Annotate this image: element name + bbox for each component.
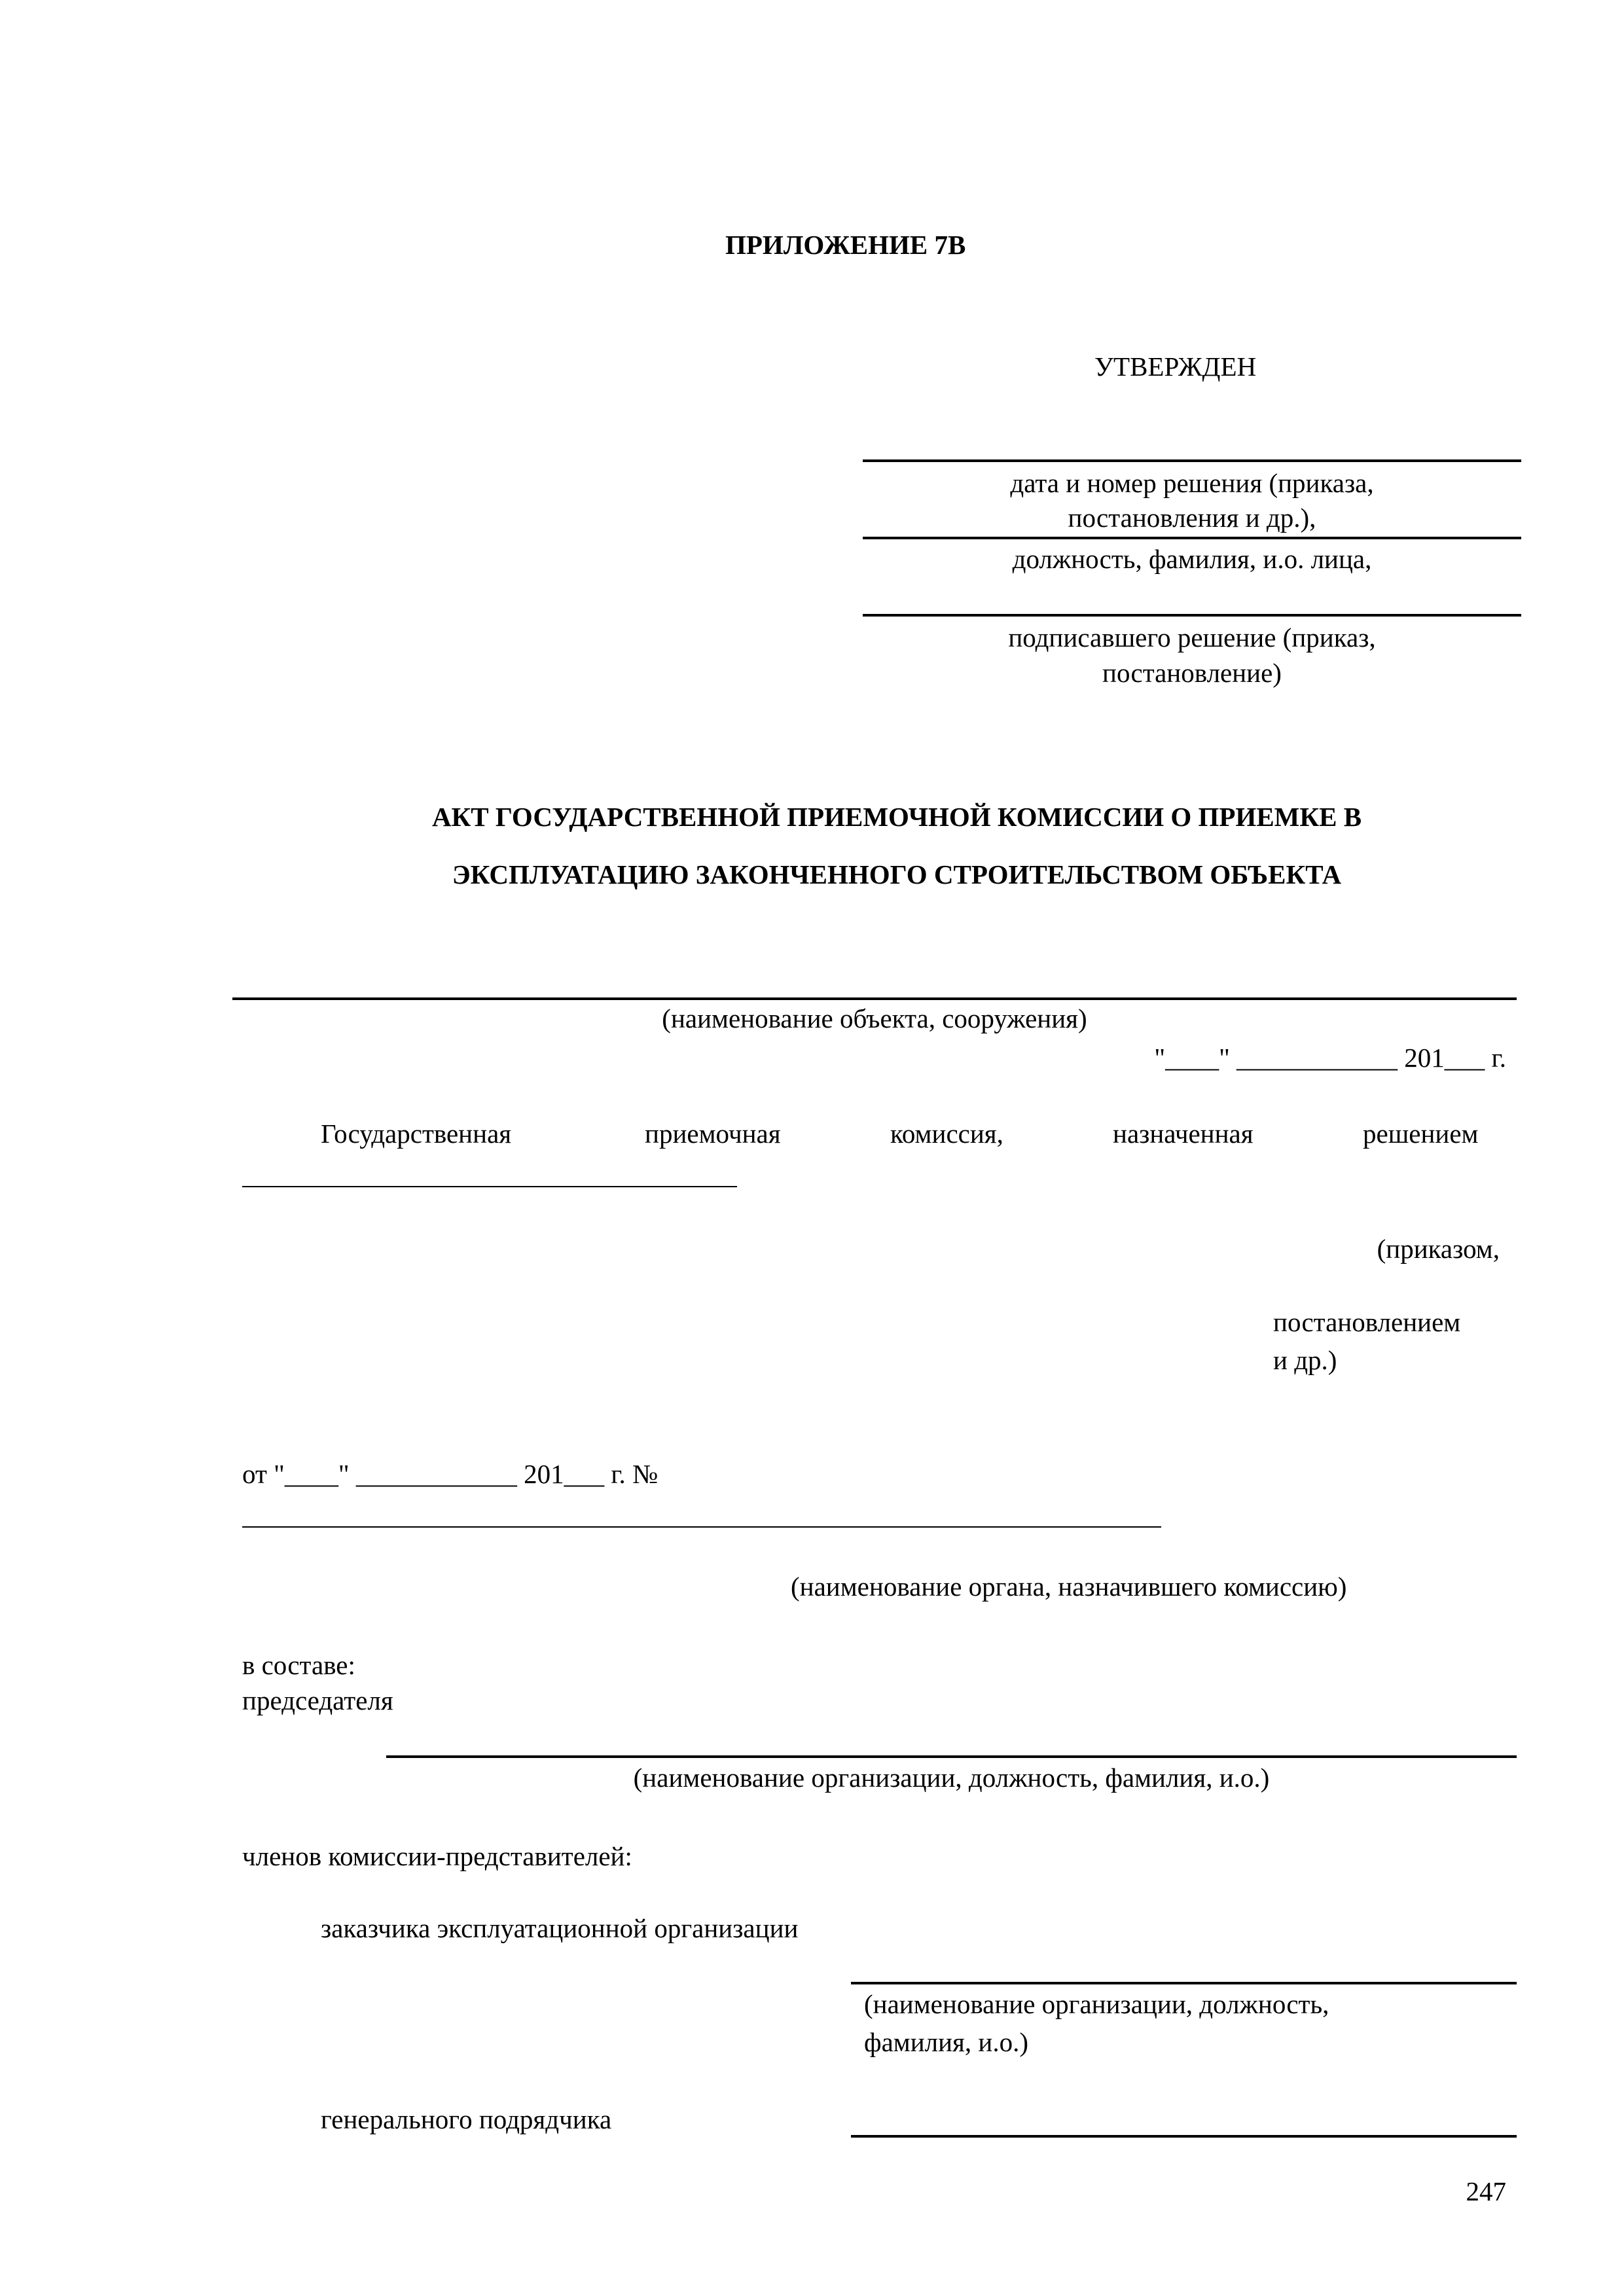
approval-caption-line-4: подписавшего решение (приказ, <box>1008 622 1376 653</box>
organ-fill-line[interactable] <box>242 1526 1161 1528</box>
approval-signature-line-3[interactable] <box>863 614 1521 617</box>
customer-caption-line-2: фамилия, и.о.) <box>864 2027 1029 2057</box>
approval-heading: УТВЕРЖДЕН <box>1094 351 1257 382</box>
commission-word-2: приемочная <box>645 1119 781 1149</box>
commission-word-5: решением <box>1363 1119 1479 1149</box>
chairman-caption: (наименование организации, должность, фамилия, и.о.) <box>633 1763 1270 1793</box>
chairman-fill-line[interactable] <box>386 1755 1517 1758</box>
members-label: членов комиссии-представителей: <box>242 1841 632 1871</box>
decision-date-line: от "____" ____________ 201___ г. № <box>242 1459 659 1489</box>
act-title-line-2: ЭКСПЛУАТАЦИЮ ЗАКОНЧЕННОГО СТРОИТЕЛЬСТВОМ ОБЪЕКТА <box>452 859 1342 889</box>
object-date-line: "____" ____________ 201___ г. <box>1154 1043 1506 1073</box>
decision-note-3: и др.) <box>1273 1345 1337 1375</box>
commission-word-1: Государственная <box>321 1119 512 1149</box>
contractor-label: генерального подрядчика <box>321 2104 612 2134</box>
approval-caption-line-1: дата и номер решения (приказа, <box>1010 468 1374 498</box>
page-number: 247 <box>1466 2176 1506 2206</box>
decision-note-1: (приказом, <box>1377 1234 1500 1264</box>
contractor-fill-line[interactable] <box>851 2135 1517 2138</box>
approval-signature-line-2[interactable] <box>863 537 1521 539</box>
customer-label: заказчика эксплуатационной организации <box>321 1913 799 1943</box>
object-name-line[interactable] <box>232 997 1517 1000</box>
act-title-line-1: АКТ ГОСУДАРСТВЕННОЙ ПРИЕМОЧНОЙ КОМИССИИ О ПРИЕМКЕ В <box>431 802 1362 832</box>
approval-signature-line-1[interactable] <box>863 459 1521 462</box>
composition-label: в составе: <box>242 1650 355 1680</box>
organ-caption: (наименование органа, назначившего комиссию) <box>791 1571 1347 1602</box>
customer-fill-line[interactable] <box>851 1982 1517 1984</box>
object-name-caption: (наименование объекта, сооружения) <box>662 1003 1087 1033</box>
approval-caption-line-2: постановления и др.), <box>1068 503 1316 533</box>
commission-word-4: назначенная <box>1113 1119 1254 1149</box>
chairman-label: председателя <box>242 1685 393 1715</box>
decision-fill-line[interactable] <box>242 1186 737 1187</box>
customer-caption-line-1: (наименование организации, должность, <box>864 1989 1329 2019</box>
approval-caption-line-5: постановление) <box>1102 658 1282 688</box>
decision-note-2: постановлением <box>1273 1307 1461 1337</box>
appendix-title: ПРИЛОЖЕНИЕ 7В <box>725 230 966 260</box>
commission-word-3: комиссия, <box>890 1119 1003 1149</box>
approval-caption-line-3: должность, фамилия, и.о. лица, <box>1012 544 1372 574</box>
